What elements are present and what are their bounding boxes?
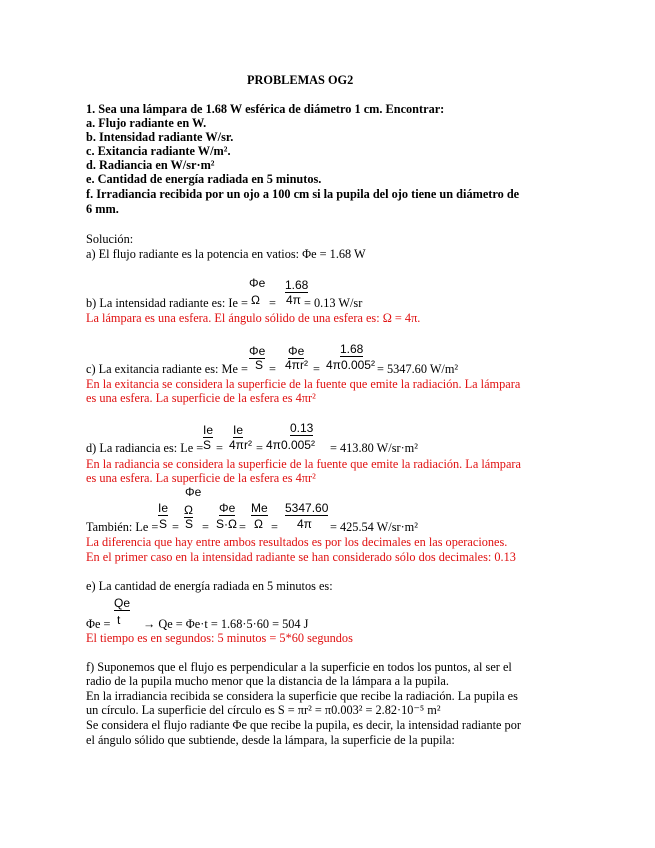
formula-s: S xyxy=(185,517,194,531)
formula-phi: Φe xyxy=(249,276,266,290)
solution-f-line: Se considera el flujo radiante Φe que recibe la pupila, es decir, la intensidad radiante por xyxy=(86,718,521,732)
formula-s: S xyxy=(159,517,168,531)
solution-e-lead: Φe = xyxy=(86,617,111,631)
formula-result: = 413.80 W/sr·m² xyxy=(330,441,418,455)
solution-f-line: f) Suponemos que el flujo es perpendicular a la superficie en todos los puntos, al ser el xyxy=(86,660,512,674)
formula-result: = 425.54 W/sr·m² xyxy=(330,520,418,534)
solution-d2-lead: También: Le = xyxy=(86,520,159,534)
formula-t: t xyxy=(117,613,121,627)
problem-item: a. Flujo radiante en W. xyxy=(86,116,207,130)
formula-equals: = xyxy=(239,520,246,534)
formula-intensity: Ie xyxy=(203,423,214,437)
formula-exitance: Me xyxy=(251,501,268,515)
formula-denominator: 4πr² xyxy=(285,358,308,372)
formula-equals: = xyxy=(256,441,263,455)
formula-denominator: 4π xyxy=(297,517,312,531)
note-red: es una esfera. La superficie de la esfera es 4πr² xyxy=(86,391,316,405)
problem-item: f. Irradiancia recibida por un ojo a 100 cm si la pupila del ojo tiene un diámetro de xyxy=(86,187,520,201)
formula-equals: = xyxy=(313,362,320,376)
formula-phi-top: Φe xyxy=(185,485,202,499)
formula-numerator: 1.68 xyxy=(285,278,309,292)
solution-c-lead: c) La exitancia radiante es: Me = xyxy=(86,362,248,376)
formula-q: Qe xyxy=(114,596,131,610)
formula-s: S xyxy=(203,438,212,452)
problem-item: 6 mm. xyxy=(86,202,119,216)
formula-equals: = xyxy=(269,296,276,310)
problem-item: c. Exitancia radiante W/m². xyxy=(86,144,231,158)
formula-numerator: 0.13 xyxy=(290,421,314,435)
formula-omega: Ω xyxy=(251,293,260,307)
note-red: La lámpara es una esfera. El ángulo sólido de una esfera es: Ω = 4π. xyxy=(86,311,421,325)
formula-equals: = xyxy=(216,441,223,455)
note-red: El tiempo es en segundos: 5 minutos = 5*60 segundos xyxy=(86,631,353,645)
solution-e-text: e) La cantidad de energía radiada en 5 minutos es: xyxy=(86,579,333,593)
formula-equals: = xyxy=(172,520,179,534)
solution-a: a) El flujo radiante es la potencia en vatios: Φe = 1.68 W xyxy=(86,247,366,261)
formula-numerator: 5347.60 xyxy=(285,501,329,515)
formula-result: → Qe = Φe·t = 1.68·5·60 = 504 J xyxy=(143,617,309,631)
solution-f-line: radio de la pupila mucho menor que la distancia de la lámpara a la pupila. xyxy=(86,674,449,688)
note-red: En el primer caso en la intensidad radiante se han considerado sólo dos decimales: 0.13 xyxy=(86,550,516,564)
solution-b-lead: b) La intensidad radiante es: Ie = xyxy=(86,296,248,310)
formula-intensity: Ie xyxy=(158,501,169,515)
solution-f-line: En la irradiancia recibida se considera la superficie que recibe la radiación. La pupila es xyxy=(86,689,518,703)
formula-phi: Φe xyxy=(249,344,266,358)
formula-omega: Ω xyxy=(254,517,263,531)
formula-numerator: 1.68 xyxy=(340,342,364,356)
formula-equals: = xyxy=(202,520,209,534)
problem-statement: 1. Sea una lámpara de 1.68 W esférica de diámetro 1 cm. Encontrar: xyxy=(86,102,445,116)
formula-equals: = xyxy=(271,520,278,534)
formula-denominator: 4π0.005² xyxy=(266,438,315,452)
formula-result: = 5347.60 W/m² xyxy=(377,362,459,376)
document-title: PROBLEMAS OG2 xyxy=(247,73,354,87)
formula-denominator: 4πr² xyxy=(229,438,252,452)
formula-omega: Ω xyxy=(184,503,193,517)
formula-s: S xyxy=(255,358,264,372)
solution-f-line: un círculo. La superficie del círculo es S = πr² = π0.003² = 2.82·10⁻⁵ m² xyxy=(86,703,441,717)
formula-phi: Φe xyxy=(219,501,236,515)
formula-denominator: S·Ω xyxy=(216,517,237,531)
formula-intensity: Ie xyxy=(233,423,244,437)
note-red: En la radiancia se considera la superficie de la fuente que emite la radiación. La lámpara xyxy=(86,457,521,471)
note-red: La diferencia que hay entre ambos resultados es por los decimales en las operaciones. xyxy=(86,535,508,549)
formula-phi: Φe xyxy=(288,344,305,358)
note-red: es una esfera. La superficie de la esfera es 4πr² xyxy=(86,471,316,485)
solution-f-line: el ángulo sólido que subtiende, desde la lámpara, la superficie de la pupila: xyxy=(86,733,455,747)
solution-label: Solución: xyxy=(86,232,134,246)
formula-equals: = xyxy=(269,362,276,376)
formula-denominator: 4π0.005² xyxy=(326,358,375,372)
formula-denominator: 4π xyxy=(286,293,301,307)
formula-result: = 0.13 W/sr xyxy=(304,296,363,310)
problem-item: b. Intensidad radiante W/sr. xyxy=(86,130,234,144)
note-red: En la exitancia se considera la superficie de la fuente que emite la radiación. La lámpara xyxy=(86,377,521,391)
problem-item: d. Radiancia en W/sr·m² xyxy=(86,158,215,172)
problem-item: e. Cantidad de energía radiada en 5 minutos. xyxy=(86,172,322,186)
solution-d-lead: d) La radiancia es: Le = xyxy=(86,441,204,455)
